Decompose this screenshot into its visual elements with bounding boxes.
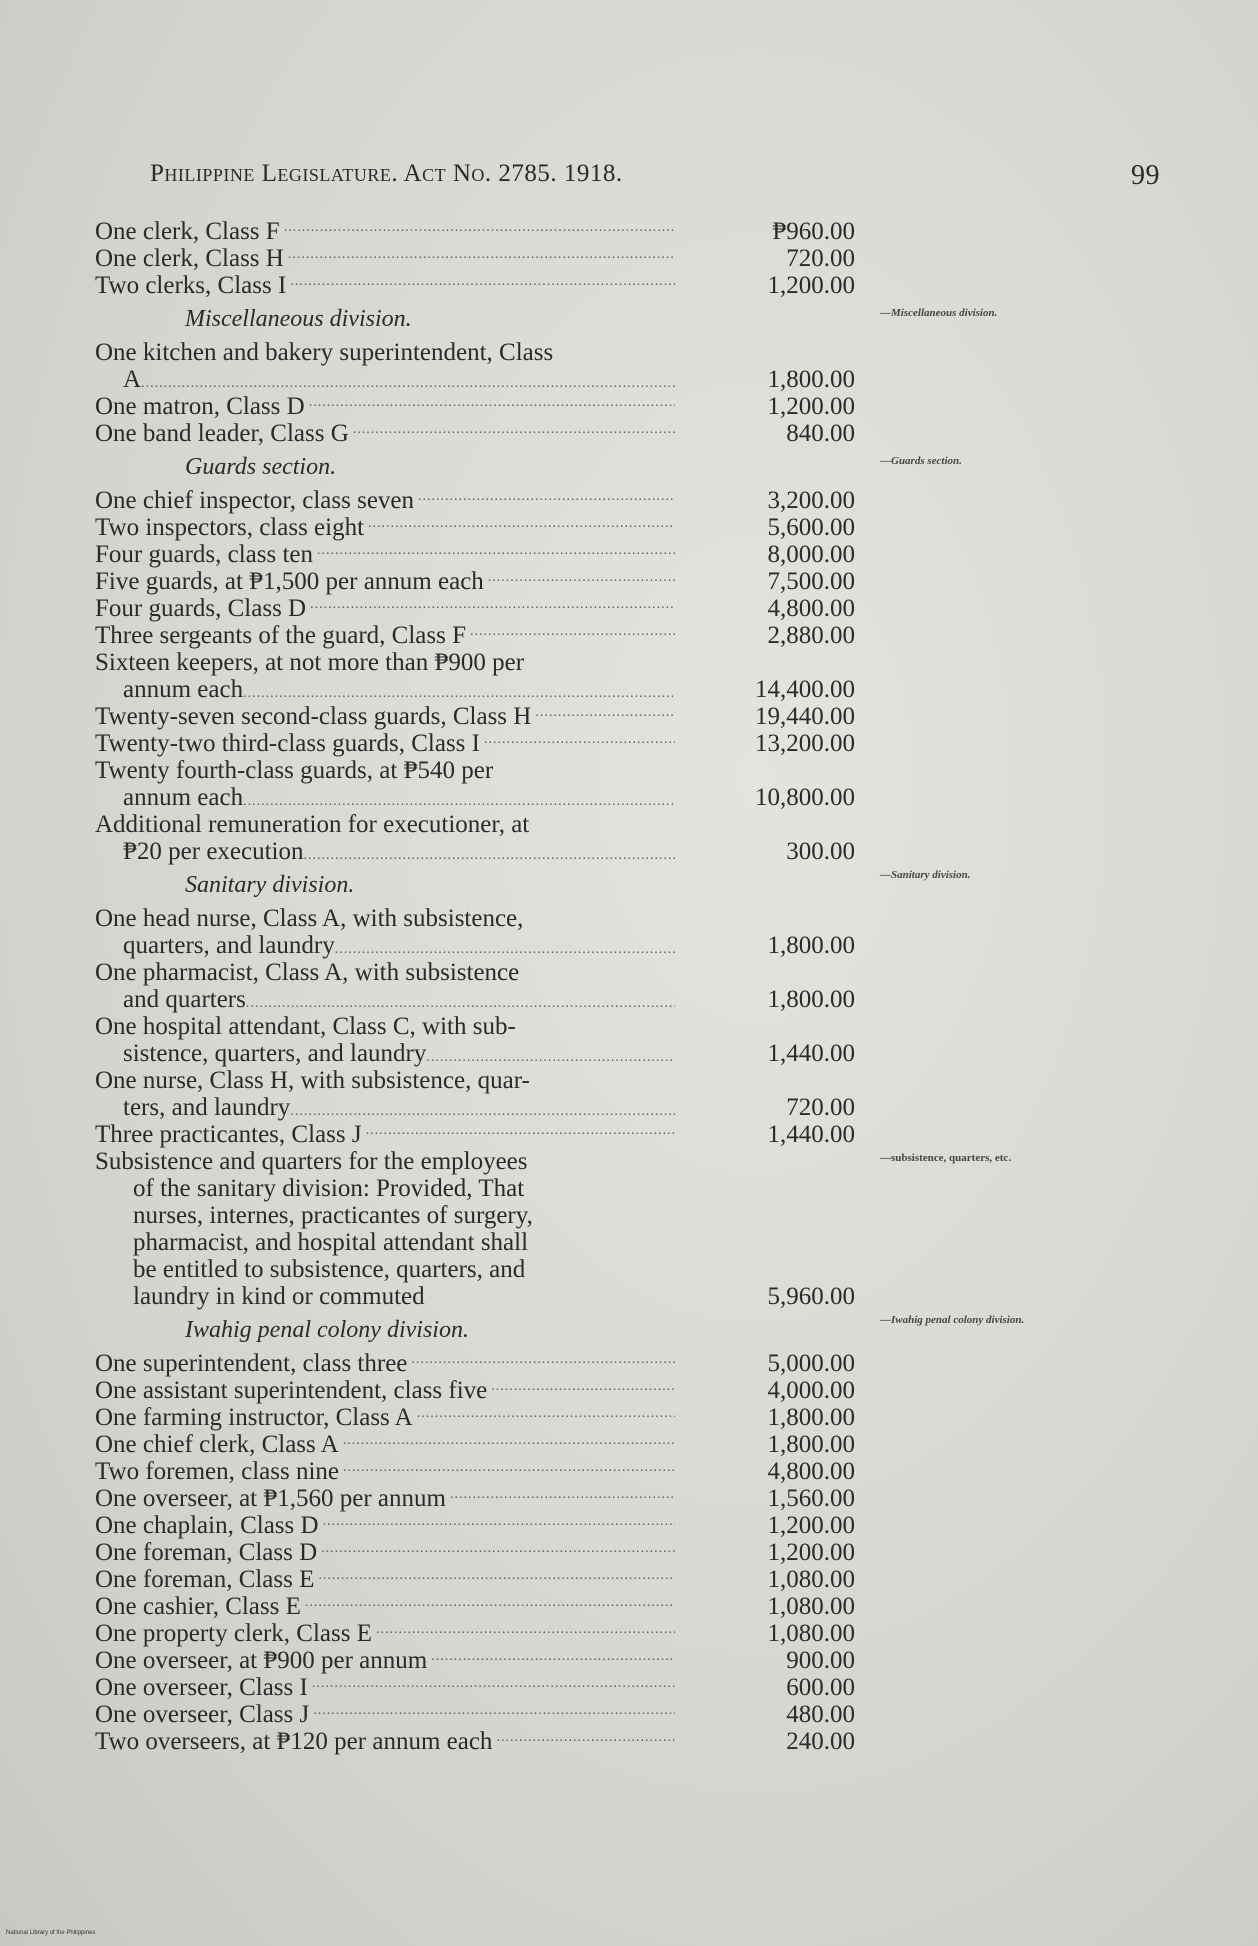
- line-item-amount: 5,600.00: [767, 514, 855, 541]
- line-item-label: One property clerk, Class E .....: [95, 1620, 675, 1647]
- line-item: [95, 1647, 1095, 1674]
- line-item-label: One foreman, Class E .....: [95, 1566, 675, 1593]
- line-item: [95, 1593, 1095, 1620]
- provision-line: pharmacist, and hospital attendant shall: [133, 1229, 529, 1256]
- line-item: [95, 420, 1095, 447]
- line-item-amount: 480.00: [786, 1701, 855, 1728]
- section-heading-sanitary: Sanitary division. —Sanitary division.: [95, 865, 1095, 905]
- line-item: Three practicantes, Class J ..... 1,440.00: [95, 1121, 1095, 1148]
- line-item-label: One clerk, Class H .....: [95, 245, 675, 272]
- line-item-amount: 1,800.00: [767, 1404, 855, 1431]
- page-number: 99: [1131, 160, 1160, 191]
- line-item: [95, 1701, 1095, 1728]
- line-item-amount: 840.00: [786, 420, 855, 447]
- line-item-label: Five guards, at ₱1,500 per annum each .....: [95, 568, 675, 595]
- line-item: One pharmacist, Class A, with subsistence and quarters ..... 1,800.00: [95, 959, 1095, 1013]
- line-item-amount: 1,200.00: [767, 393, 855, 420]
- provision-line: of the sanitary division: Provided, That: [133, 1175, 525, 1202]
- line-item-label: Two inspectors, class eight .....: [95, 514, 675, 541]
- line-item: [95, 218, 1095, 245]
- line-item-label: Two overseers, at ₱120 per annum each .....: [95, 1728, 675, 1755]
- line-item: One hospital attendant, Class C, with sub- sistence, quarters, and laundry ..... 1,440.00: [95, 1013, 1095, 1067]
- line-item-amount: 900.00: [786, 1647, 855, 1674]
- line-item-label: Two clerks, Class I .....: [95, 272, 675, 299]
- line-item-label: Three sergeants of the guard, Class F .....: [95, 622, 675, 649]
- provision-line: laundry in kind or commuted: [133, 1283, 425, 1310]
- line-item: [95, 487, 1095, 514]
- line-item: One nurse, Class H, with subsistence, quar- ters, and laundry ..... 720.00: [95, 1067, 1095, 1121]
- line-item-amount: 1,800.00: [767, 1431, 855, 1458]
- line-item-label: One overseer, at ₱900 per annum .....: [95, 1647, 675, 1674]
- provision-line: nurses, internes, practicantes of surgery,: [133, 1202, 533, 1229]
- line-item: Sixteen keepers, at not more than ₱900 per annum each ..... 14,400.00: [95, 649, 1095, 703]
- line-item: One head nurse, Class A, with subsistence, quarters, and laundry ..... 1,800.00: [95, 905, 1095, 959]
- line-item: [95, 1566, 1095, 1593]
- library-footer: National Library of the Philippines: [6, 1930, 96, 1936]
- line-item-amount: 1,080.00: [767, 1593, 855, 1620]
- line-item: [95, 1728, 1095, 1755]
- section-heading-guards: Guards section. —Guards section.: [95, 447, 1095, 487]
- line-item: [95, 703, 1095, 730]
- line-item-amount: 2,880.00: [767, 622, 855, 649]
- line-item-label: One overseer, at ₱1,560 per annum .....: [95, 1485, 675, 1512]
- line-item-amount: 19,440.00: [755, 703, 855, 730]
- line-item: [95, 272, 1095, 299]
- sidenote-guards: —Guards section.: [880, 455, 962, 467]
- line-item-amount: 13,200.00: [755, 730, 855, 757]
- line-item: Twenty fourth-class guards, at ₱540 per annum each ..... 10,800.00: [95, 757, 1095, 811]
- line-item-amount: 4,000.00: [767, 1377, 855, 1404]
- line-item-amount: 4,800.00: [767, 1458, 855, 1485]
- sidenote-subsistence: —subsistence, quarters, etc.: [880, 1152, 1012, 1164]
- line-item: [95, 622, 1095, 649]
- line-item-amount: 7,500.00: [767, 568, 855, 595]
- section-heading-iwahig: Iwahig penal colony division. —Iwahig penal colony division.: [95, 1310, 1095, 1350]
- line-item-label: Four guards, class ten .....: [95, 541, 675, 568]
- line-item: Additional remuneration for executioner, at ₱20 per execution ..... 300.00: [95, 811, 1095, 865]
- line-item-amount: 1,560.00: [767, 1485, 855, 1512]
- section-heading-miscellaneous: Miscellaneous division. —Miscellaneous division.: [95, 299, 1095, 339]
- line-item: [95, 1431, 1095, 1458]
- line-item-label: Twenty-seven second-class guards, Class H .....: [95, 703, 675, 730]
- line-item-label: One clerk, Class F .....: [95, 218, 675, 245]
- sidenote-iwahig: —Iwahig penal colony division.: [880, 1314, 1025, 1326]
- line-item-label: One foreman, Class D .....: [95, 1539, 675, 1566]
- line-item: [95, 393, 1095, 420]
- line-item-amount: 1,080.00: [767, 1566, 855, 1593]
- line-item: [95, 514, 1095, 541]
- line-item-label: One assistant superintendent, class five .....: [95, 1377, 675, 1404]
- line-item: [95, 1404, 1095, 1431]
- line-item-label: One superintendent, class three .....: [95, 1350, 675, 1377]
- line-item: [95, 1620, 1095, 1647]
- sidenote-miscellaneous: —Miscellaneous division.: [880, 307, 998, 319]
- line-item: [95, 1674, 1095, 1701]
- appropriation-list: [95, 218, 1095, 1755]
- line-item-amount: 240.00: [786, 1728, 855, 1755]
- line-item-label: One band leader, Class G .....: [95, 420, 675, 447]
- line-item-label: One matron, Class D .....: [95, 393, 675, 420]
- line-item-label: One farming instructor, Class A .....: [95, 1404, 675, 1431]
- line-item: [95, 1458, 1095, 1485]
- line-item: [95, 1377, 1095, 1404]
- line-item-amount: 8,000.00: [767, 541, 855, 568]
- line-item: [95, 1485, 1095, 1512]
- line-item: [95, 1350, 1095, 1377]
- line-item-amount: 3,200.00: [767, 487, 855, 514]
- line-item: [95, 568, 1095, 595]
- line-item: [95, 730, 1095, 757]
- line-item-label: One overseer, Class J .....: [95, 1701, 675, 1728]
- line-item-label: One chaplain, Class D .....: [95, 1512, 675, 1539]
- line-item-label: Four guards, Class D .....: [95, 595, 675, 622]
- provision-line: be entitled to subsistence, quarters, and: [133, 1256, 526, 1283]
- line-item-amount: 600.00: [786, 1674, 855, 1701]
- line-item-label: Two foremen, class nine .....: [95, 1458, 675, 1485]
- line-item-label: Twenty-two third-class guards, Class I .....: [95, 730, 675, 757]
- line-item-label: One chief clerk, Class A .....: [95, 1431, 675, 1458]
- line-item-label: One chief inspector, class seven .....: [95, 487, 675, 514]
- line-item: [95, 1512, 1095, 1539]
- line-item-amount: 720.00: [786, 245, 855, 272]
- line-item-amount: 1,200.00: [767, 272, 855, 299]
- line-item: One kitchen and bakery superintendent, Class A ..... 1,800.00: [95, 339, 1095, 393]
- line-item-amount: ₱960.00: [772, 218, 855, 245]
- line-item-amount: 4,800.00: [767, 595, 855, 622]
- line-item-amount: 1,080.00: [767, 1620, 855, 1647]
- line-item: [95, 595, 1095, 622]
- line-item-amount: 1,200.00: [767, 1539, 855, 1566]
- line-item: [95, 1539, 1095, 1566]
- sidenote-sanitary: —Sanitary division.: [880, 869, 971, 881]
- line-item-label: One overseer, Class I .....: [95, 1674, 675, 1701]
- subsistence-provision: —subsistence, quarters, etc. Subsistence and quarters for the employees of the sanitary division: Provided, That nurses, internes, practicantes of surgery, pharmacist, and hospital attendant shall be entitled to subsistence, quarters, and laundry in kind or commuted 5,960.00: [95, 1148, 1095, 1310]
- line-item-amount: 5,000.00: [767, 1350, 855, 1377]
- line-item: [95, 541, 1095, 568]
- line-item-amount: 1,200.00: [767, 1512, 855, 1539]
- running-title: Philippine Legislature. Act No. 2785. 1918.: [150, 160, 623, 187]
- provision-line: Subsistence and quarters for the employees: [95, 1148, 528, 1175]
- line-item-label: One cashier, Class E .....: [95, 1593, 675, 1620]
- line-item: [95, 245, 1095, 272]
